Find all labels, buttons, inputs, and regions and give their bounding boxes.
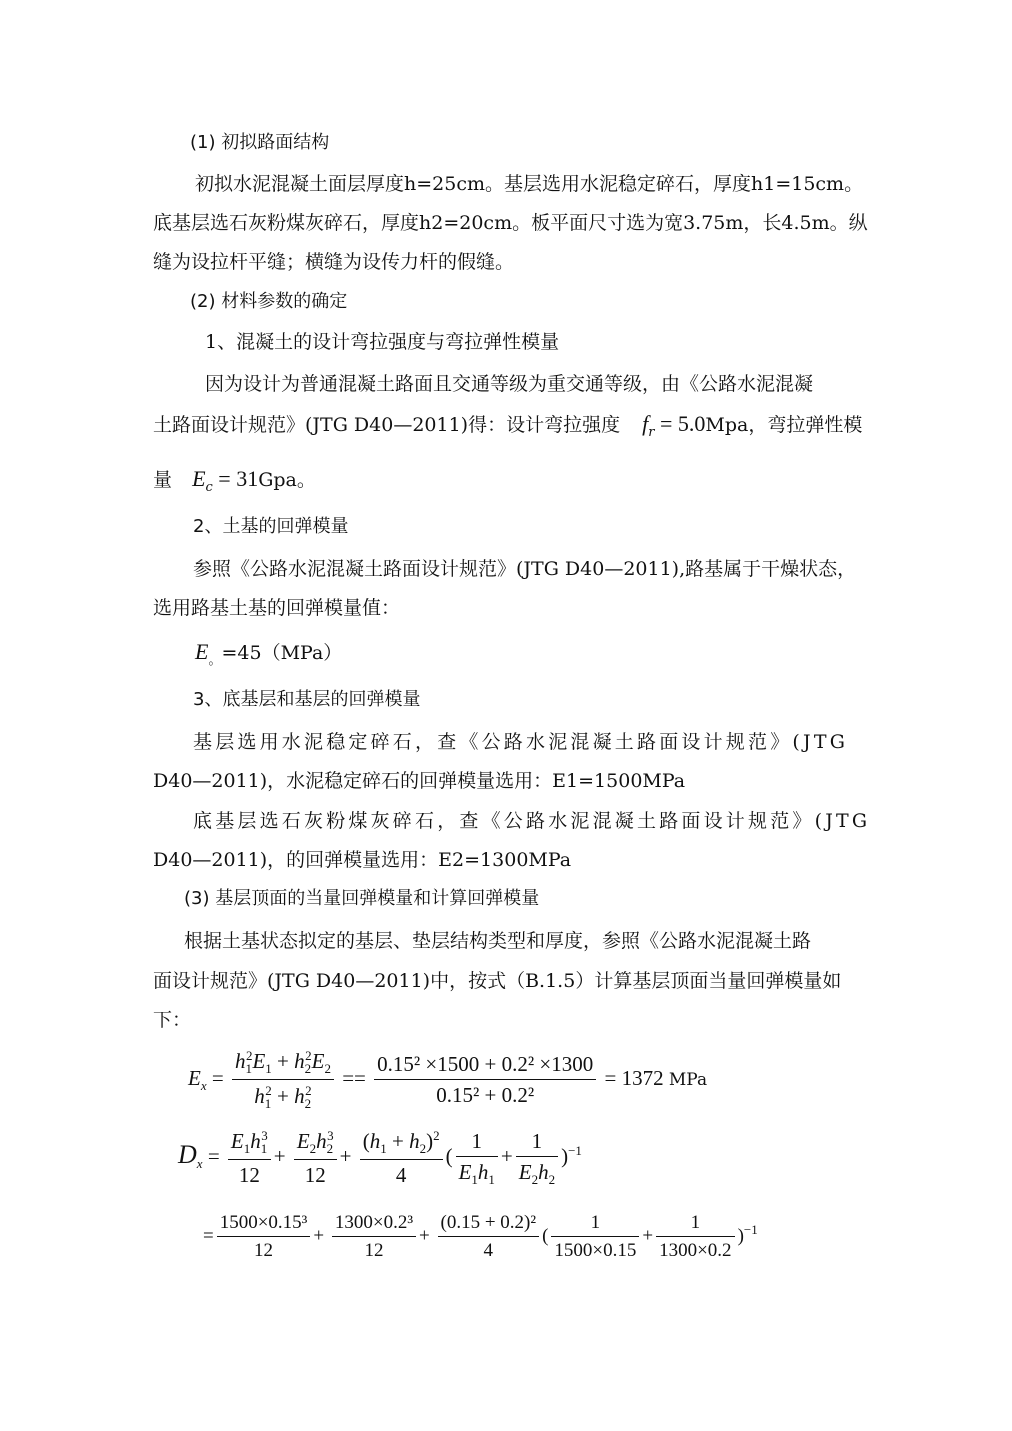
ex-numeric-denominator: 0.15² + 0.2² [436, 1083, 535, 1108]
paragraph-1-line-2: 底基层选石灰粉煤灰碎石，厚度h2=20cm。板平面尺寸选为宽3.75m，长4.5m。纵 [153, 212, 868, 234]
ex-unit: MPa [668, 1070, 708, 1090]
ex-result: = 1372 [604, 1066, 664, 1090]
equation-dx-numeric: = $\frac{\text{1500×0.15³}}{12}$ + $\frac{\text{1300×0.2³}}{12}$ + $\frac{\text{(0.15 + 0.2)²}}{4}$ ( $\frac{1}{1500\times 0.15}$ + $\frac{1}{1300\times 0.2}$ )$^{-1}$ [203, 1212, 758, 1261]
ec-symbol: E [192, 466, 206, 491]
paragraph-5-line-2: D40—2011)，的回弹模量选用：E2=1300MPa [153, 849, 572, 871]
fr-value: = 5.0 [654, 411, 706, 436]
paragraph-2-line-3: 量 $E_c = 31Gpa$。 [153, 466, 316, 495]
paragraph-1-line-3: 缝为设拉杆平缝；横缝为设传力杆的假缝。 [153, 251, 515, 273]
equation-ex: $E_x$ = $\frac{h_1^2E_1 + h_2^2E_2}{h_1^2 + h_2^2}$ == $\frac{\text{0.15² ×1500 + 0.2² ×1300}}{\text{0.15² + 0.2²}}$ = 1372 MPa [188, 1048, 708, 1112]
paragraph-4-line-1: 基层选用水泥稳定碎石，查《公路水泥混凝土路面设计规范》(JTG [193, 731, 849, 753]
subheading-concrete: 1、混凝土的设计弯拉强度与弯拉弹性模量 [205, 331, 560, 353]
paragraph-1-line-1: 初拟水泥混凝土面层厚度h=25cm。基层选用水泥稳定碎石，厚度h1=15cm。 [195, 173, 864, 195]
subheading-base-layers: 3、底基层和基层的回弹模量 [193, 689, 421, 710]
subheading-subgrade: 2、土基的回弹模量 [193, 516, 349, 537]
paragraph-6-line-2: 面设计规范》(JTG D40—2011)中，按式（B.1.5）计算基层顶面当量回弹模量如 [153, 970, 842, 992]
paragraph-4-line-2: D40—2011)，水泥稳定碎石的回弹模量选用：E1=1500MPa [153, 770, 686, 792]
paragraph-2-line-2: 土路面设计规范》(JTG D40—2011)得：设计弯拉强度 $f_r = 5.0Mpa$，弯拉弹性模 [153, 411, 863, 440]
section-3-heading: (3) 基层顶面的当量回弹模量和计算回弹模量 [184, 888, 540, 909]
paragraph-3-line-1: 参照《公路水泥混凝土路面设计规范》(JTG D40—2011),路基属于干燥状态， [193, 558, 857, 580]
paragraph-6-line-3: 下： [153, 1009, 192, 1031]
fr-symbol: f [642, 411, 649, 436]
section-1-heading: (1) 初拟路面结构 [190, 132, 330, 153]
ec-value: = 31 [212, 466, 259, 491]
equation-dx: $D_x$ = $\frac{E_1h_1^3}{12}$ + $\frac{E_2h_2^3}{12}$ + $\frac{(h_1 + h_2)^2}{4}$ ( $\frac{1}{E_1h_1}$ + $\frac{1}{E_2h_2}$ )$^{-1}$ [178, 1128, 582, 1188]
paragraph-2-line-1: 因为设计为普通混凝土路面且交通等级为重交通等级，由《公路水泥混凝 [205, 373, 814, 395]
paragraph-3-line-2: 选用路基土基的回弹模量值： [153, 597, 401, 619]
ex-numeric-numerator: 0.15² ×1500 + 0.2² ×1300 [374, 1052, 596, 1080]
section-2-heading: (2) 材料参数的确定 [190, 291, 348, 312]
paragraph-5-line-1: 底基层选石灰粉煤灰碎石，查《公路水泥混凝土路面设计规范》(JTG [193, 810, 871, 832]
paragraph-6-line-1: 根据土基状态拟定的基层、垫层结构类型和厚度，参照《公路水泥混凝土路 [184, 930, 812, 952]
e0-value-line: $E_。=45(MPa)$ [195, 639, 343, 668]
